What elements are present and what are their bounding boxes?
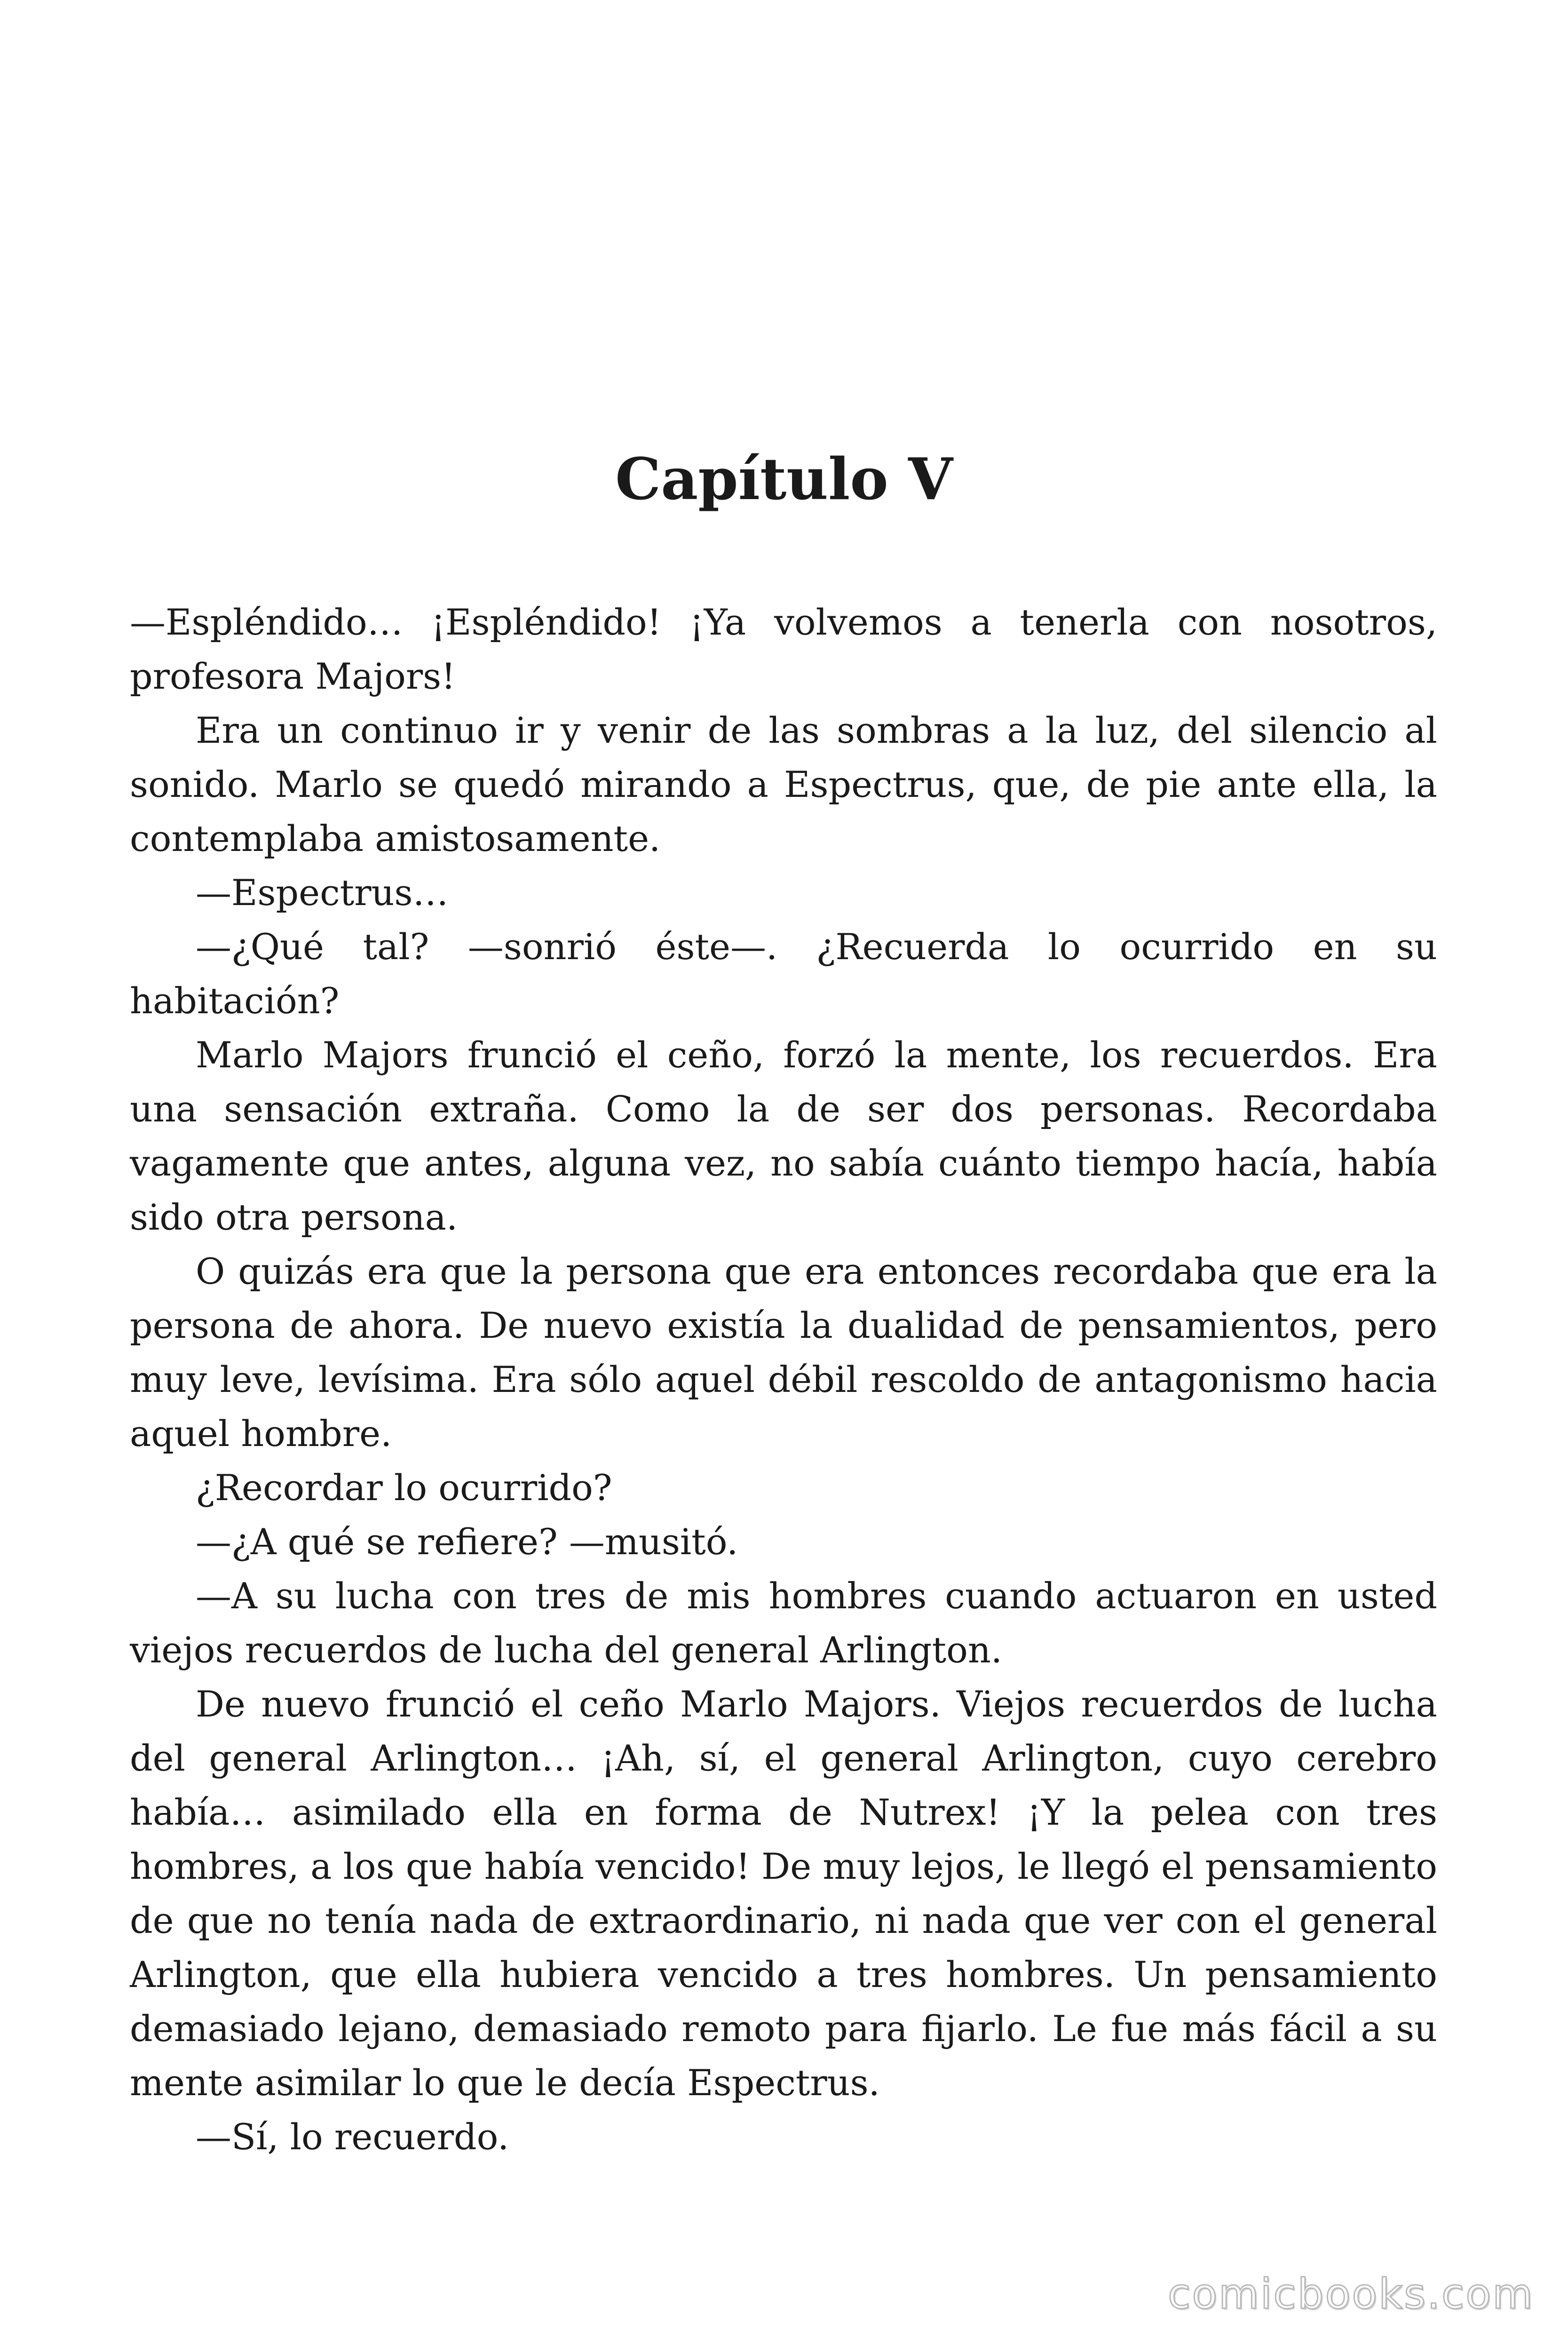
paragraph: ¿Recordar lo ocurrido? <box>196 1467 612 1509</box>
paragraph: —¿Qué tal? —sonrió éste—. ¿Recuerda lo ocurrido en su habitación? <box>130 926 1437 1022</box>
paragraph: —Sí, lo recuerdo. <box>196 2116 509 2158</box>
paragraph: —¿A qué se refiere? —musitó. <box>196 1521 738 1563</box>
paragraph: —A su lucha con tres de mis hombres cuando actuaron en usted viejos recuerdos de lucha del general Arlington. <box>130 1575 1437 1671</box>
watermark-logo: comicbooks.com <box>1167 2270 1534 2318</box>
chapter-title: Capítulo V <box>615 445 953 513</box>
paragraph: Marlo Majors frunció el ceño, forzó la mente, los recuerdos. Era una sensación extraña. Como la de ser dos personas. Recordaba vagamente que antes, alguna vez, no sabía cuánto tiempo hacía, había sido otra persona. <box>130 1034 1437 1238</box>
paragraph: Era un continuo ir y venir de las sombras a la luz, del silencio al sonido. Marlo se quedó mirando a Espectrus, que, de pie ante ella, la contemplaba amistosamente. <box>130 709 1437 859</box>
paragraph: —Espléndido… ¡Espléndido! ¡Ya volvemos a tenerla con nosotros, profesora Majors! <box>130 601 1437 697</box>
paragraph: O quizás era que la persona que era entonces recordaba que era la persona de ahora. De nuevo existía la dualidad de pensamientos, pero muy leve, levísima. Era sólo aquel débil rescoldo de antagonismo hacia aquel hombre. <box>130 1250 1437 1454</box>
paragraph: De nuevo frunció el ceño Marlo Majors. Viejos recuerdos de lucha del general Arlington… ¡Ah, sí, el general Arlington, cuyo cerebro había… asimilado ella en forma de Nutrex! ¡Y la pelea con tres hombres, a los que había vencido! De muy lejos, le llegó el pensamiento de que no tenía nada de extraordinario, ni nada que ver con el general Arlington, que ella hubiera vencido a tres hombres. Un pensamiento demasiado lejano, demasiado remoto para fijarlo. Le fue más fácil a su mente asimilar lo que le decía Espectrus. <box>130 1683 1437 2104</box>
chapter-body <box>130 595 1437 2164</box>
paragraph: —Espectrus… <box>196 872 449 914</box>
